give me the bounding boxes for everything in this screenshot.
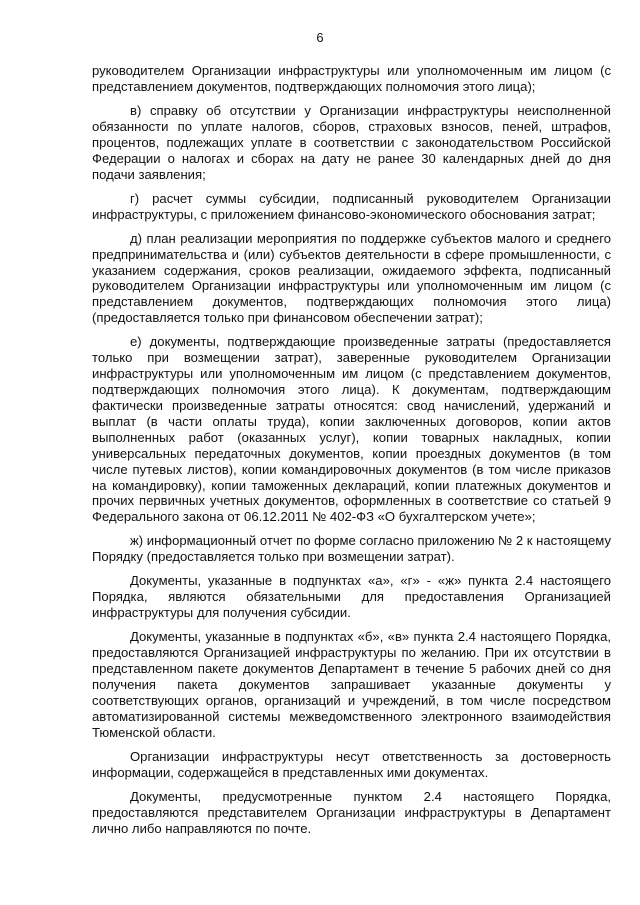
paragraph-submission: Документы, предусмотренные пунктом 2.4 настоящего Порядка, предоставляются представителем Организации инфраструктуры в Департамент лично либо направляются по почте. xyxy=(92,788,611,836)
paragraph-item-d: д) план реализации мероприятия по поддержке субъектов малого и среднего предпринимательства и (или) субъектов деятельности в сфере промышленности, с указанием содержания, сроков реализации, ожидаемого эффекта, подписанный руководителем Организации инфраструктуры или уполномоченным им лицом (с представлением документов, подтверждающих полномочия этого лица) (предоставляется только при финансовом обеспечении затрат); xyxy=(92,230,611,326)
paragraph-optional-documents: Документы, указанные в подпунктах «б», «в» пункта 2.4 настоящего Порядка, предоставляются Организацией инфраструктуры по желанию. При их отсутствии в представленном пакете документов Департамент в течение 5 рабочих дней со дня получения пакета документов запрашивает указанные документы у соответствующих органов, организаций и учреждений, в том числе посредством автоматизированной системы межведомственного электронного взаимодействия Тюменской области. xyxy=(92,629,611,740)
document-body xyxy=(92,63,611,845)
paragraph-item-zh: ж) информационный отчет по форме согласно приложению № 2 к настоящему Порядку (предоставляется только при возмещении затрат). xyxy=(92,533,612,565)
paragraph-item-v: в) справку об отсутствии у Организации инфраструктуры неисполненной обязанности по уплате налогов, сборов, страховых взносов, пеней, штрафов, процентов, подлежащих уплате в соответствии с законодательством Российской Федерации о налогах и сборах на дату не ранее 30 календарных дней до дня подачи заявления; xyxy=(92,103,611,182)
page-number: 6 xyxy=(316,30,324,45)
paragraph-mandatory-documents: Документы, указанные в подпунктах «а», «г» - «ж» пункта 2.4 настоящего Порядка, являются обязательными для предоставления Организацией инфраструктуры для получения субсидии. xyxy=(92,573,611,621)
paragraph-continuation: руководителем Организации инфраструктуры или уполномоченным им лицом (с представлением документов, подтверждающих полномочия этого лица); xyxy=(92,63,611,94)
paragraph-responsibility: Организации инфраструктуры несут ответственность за достоверность информации, содержащейся в представленных ими документах. xyxy=(92,748,611,780)
paragraph-item-e: е) документы, подтверждающие произведенные затраты (предоставляется только при возмещении затрат), заверенные руководителем Организации инфраструктуры или уполномоченным им лицом (с представлением документов, подтверждающих полномочия этого лица). К документам, подтверждающим фактически произведенные затраты относятся: свод начислений, удержаний и выплат (в части оплаты труда), копии заключенных договоров, копии актов выполненных работ (оказанных услуг), копии товарных накладных, копии универсальных передаточных документов, копии проездных документов (в том числе путевых листов), копии командировочных документов (в том числе приказов на командировку), копии таможенных деклараций, копии платежных документов и прочих первичных учетных документов, оформленных в соответствие со статьей 9 Федерального закона от 06.12.2011 № 402-ФЗ «О бухгалтерском учете»; xyxy=(92,334,611,525)
paragraph-item-g: г) расчет суммы субсидии, подписанный руководителем Организации инфраструктуры, с приложением финансово-экономического обоснования затрат; xyxy=(92,190,611,222)
